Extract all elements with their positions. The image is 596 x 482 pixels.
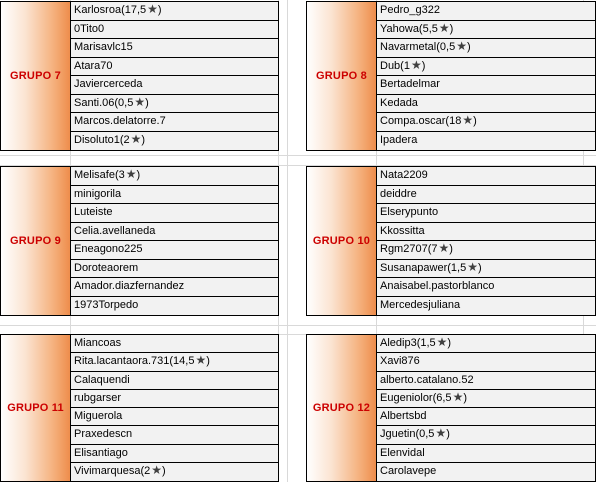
member-suffix: ) [145, 96, 149, 109]
member-name: Jguetin(0,5 [380, 428, 435, 441]
group-label: GRUPO 12 [307, 335, 377, 481]
member-name: Kkossitta [380, 224, 425, 237]
group-label: GRUPO 9 [1, 167, 71, 315]
member-name: Rgm2707(7 [380, 243, 438, 255]
grid-line [287, 0, 288, 482]
member-list [71, 2, 278, 150]
member-cell[interactable] [71, 39, 278, 58]
member-cell[interactable] [71, 76, 278, 95]
star-icon: ★ [467, 259, 478, 274]
member-list [377, 335, 595, 481]
star-icon: ★ [130, 131, 142, 146]
member-cell[interactable] [71, 408, 278, 426]
member-name: Amador.diazfernandez [74, 280, 185, 292]
star-icon: ★ [147, 2, 158, 16]
member-name: Navarmetal(0,5 [380, 41, 456, 53]
member-cell[interactable] [377, 335, 595, 353]
member-name: Miguerola [74, 410, 123, 422]
group-block [306, 166, 596, 316]
member-suffix: ) [157, 4, 162, 16]
group-block [306, 1, 596, 151]
group-block [0, 166, 279, 316]
member-cell[interactable] [71, 260, 278, 279]
member-cell[interactable] [71, 95, 278, 114]
member-name: 1973Torpedo [74, 298, 139, 311]
group-label: GRUPO 11 [1, 335, 71, 481]
member-suffix: ) [141, 133, 146, 146]
member-cell[interactable] [377, 167, 595, 186]
member-name: Vivimarquesa(2 [74, 464, 151, 477]
star-icon: ★ [151, 462, 162, 477]
member-name: Ipadera [380, 133, 418, 146]
member-cell[interactable] [377, 408, 595, 426]
member-name: Melisafe(3 [74, 169, 125, 181]
member-list [377, 2, 595, 150]
member-name: Disoluto1(2 [74, 133, 130, 146]
member-cell[interactable] [71, 132, 278, 151]
member-name: Dub(1 [380, 59, 410, 72]
member-suffix: ) [463, 391, 467, 404]
member-name: Eneagono225 [74, 243, 143, 255]
member-name: Doroteaorem [74, 261, 139, 274]
grid-line [0, 155, 596, 156]
star-icon: ★ [134, 94, 146, 109]
member-cell[interactable] [71, 186, 278, 205]
member-cell[interactable] [377, 278, 595, 297]
member-suffix: ) [449, 22, 454, 35]
member-list [71, 167, 278, 315]
member-name: 0Tito0 [74, 22, 105, 35]
member-cell[interactable] [377, 204, 595, 223]
member-cell[interactable] [377, 353, 595, 371]
star-icon: ★ [438, 20, 450, 35]
member-cell[interactable] [71, 113, 278, 132]
member-suffix: ) [466, 41, 471, 53]
member-name: Miancoas [74, 337, 122, 349]
group-label: GRUPO 7 [1, 2, 71, 150]
member-name: Pedro_g322 [380, 4, 440, 16]
member-name: deiddre [380, 187, 417, 200]
member-suffix: ) [446, 428, 450, 441]
member-cell[interactable] [71, 204, 278, 223]
member-name: rubgarser [74, 391, 122, 404]
member-name: Elisantiago [74, 446, 128, 459]
member-name: Marisavlc15 [74, 41, 133, 53]
member-name: Eugeniolor(6,5 [380, 391, 452, 404]
member-name: Marcos.delatorre.7 [74, 115, 166, 127]
member-name: Celia.avellaneda [74, 224, 156, 237]
member-cell[interactable] [71, 445, 278, 463]
member-name: Carolavepe [380, 464, 437, 477]
member-name: Elserypunto [380, 206, 439, 218]
member-cell[interactable] [377, 113, 595, 132]
star-icon: ★ [125, 167, 137, 181]
star-icon: ★ [456, 39, 467, 53]
group-label: GRUPO 10 [307, 167, 377, 315]
member-cell[interactable] [377, 58, 595, 77]
member-cell[interactable] [377, 132, 595, 151]
member-name: Susanapawer(1,5 [380, 261, 467, 274]
member-cell[interactable] [71, 335, 278, 353]
member-cell[interactable] [377, 76, 595, 95]
member-name: Compa.oscar(18 [380, 115, 462, 127]
grid-line [0, 325, 596, 326]
member-name: Mercedesjuliana [380, 298, 461, 311]
member-cell[interactable] [377, 186, 595, 205]
group-block [306, 334, 596, 482]
member-name: Luteiste [74, 206, 113, 218]
member-cell[interactable] [377, 21, 595, 40]
member-cell[interactable] [71, 390, 278, 408]
star-icon: ★ [436, 335, 448, 349]
member-cell[interactable] [377, 95, 595, 114]
member-cell[interactable] [71, 241, 278, 260]
star-icon: ★ [410, 57, 422, 72]
group-block [0, 1, 279, 151]
member-suffix: ) [478, 261, 482, 274]
member-suffix: ) [136, 169, 141, 181]
star-icon: ★ [452, 389, 464, 404]
member-cell[interactable] [377, 445, 595, 463]
member-name: Anaisabel.pastorblanco [380, 280, 495, 292]
member-cell[interactable] [71, 2, 278, 21]
member-name: alberto.catalano.52 [380, 373, 474, 386]
member-cell[interactable] [71, 353, 278, 371]
member-name: minigorila [74, 187, 122, 200]
member-suffix: ) [421, 59, 426, 72]
member-name: Rita.lacantaora.731(14,5 [74, 355, 195, 368]
member-cell[interactable] [377, 390, 595, 408]
member-name: Bertadelmar [380, 78, 440, 90]
member-list [377, 167, 595, 315]
group-label: GRUPO 8 [307, 2, 377, 150]
member-cell[interactable] [71, 223, 278, 242]
member-name: Nata2209 [380, 169, 428, 181]
star-icon: ★ [438, 241, 450, 255]
member-cell[interactable] [71, 167, 278, 186]
member-cell[interactable] [71, 278, 278, 297]
member-cell[interactable] [71, 21, 278, 40]
member-cell[interactable] [377, 39, 595, 58]
member-cell[interactable] [377, 2, 595, 21]
member-name: Yahowa(5,5 [380, 22, 438, 35]
member-cell[interactable] [71, 297, 278, 316]
member-name: Praxedescn [74, 428, 133, 441]
member-suffix: ) [449, 243, 453, 255]
member-cell[interactable] [377, 297, 595, 316]
member-suffix: ) [473, 115, 477, 127]
star-icon: ★ [435, 426, 447, 441]
member-cell[interactable] [377, 372, 595, 390]
member-cell[interactable] [71, 426, 278, 444]
member-name: Albertsbd [380, 410, 427, 422]
member-name: Calaquendi [74, 373, 130, 386]
group-block [0, 334, 279, 482]
member-cell[interactable] [377, 241, 595, 260]
member-suffix: ) [162, 464, 166, 477]
member-cell[interactable] [71, 58, 278, 77]
star-icon: ★ [195, 353, 207, 368]
member-cell[interactable] [71, 372, 278, 390]
member-name: Atara70 [74, 59, 113, 72]
member-name: Aledip3(1,5 [380, 337, 436, 349]
member-suffix: ) [447, 337, 452, 349]
star-icon: ★ [462, 113, 474, 127]
member-name: Elenvidal [380, 446, 425, 459]
member-cell[interactable] [377, 463, 595, 481]
member-cell[interactable] [377, 223, 595, 242]
member-name: Javiercerceda [74, 78, 143, 90]
member-name: Santi.06(0,5 [74, 96, 134, 109]
member-list [71, 335, 278, 481]
member-cell[interactable] [377, 260, 595, 279]
member-suffix: ) [206, 355, 210, 368]
member-name: Xavi876 [380, 355, 420, 368]
member-cell[interactable] [377, 426, 595, 444]
member-name: Kedada [380, 96, 418, 109]
member-cell[interactable] [71, 463, 278, 481]
member-name: Karlosroa(17,5 [74, 4, 147, 16]
